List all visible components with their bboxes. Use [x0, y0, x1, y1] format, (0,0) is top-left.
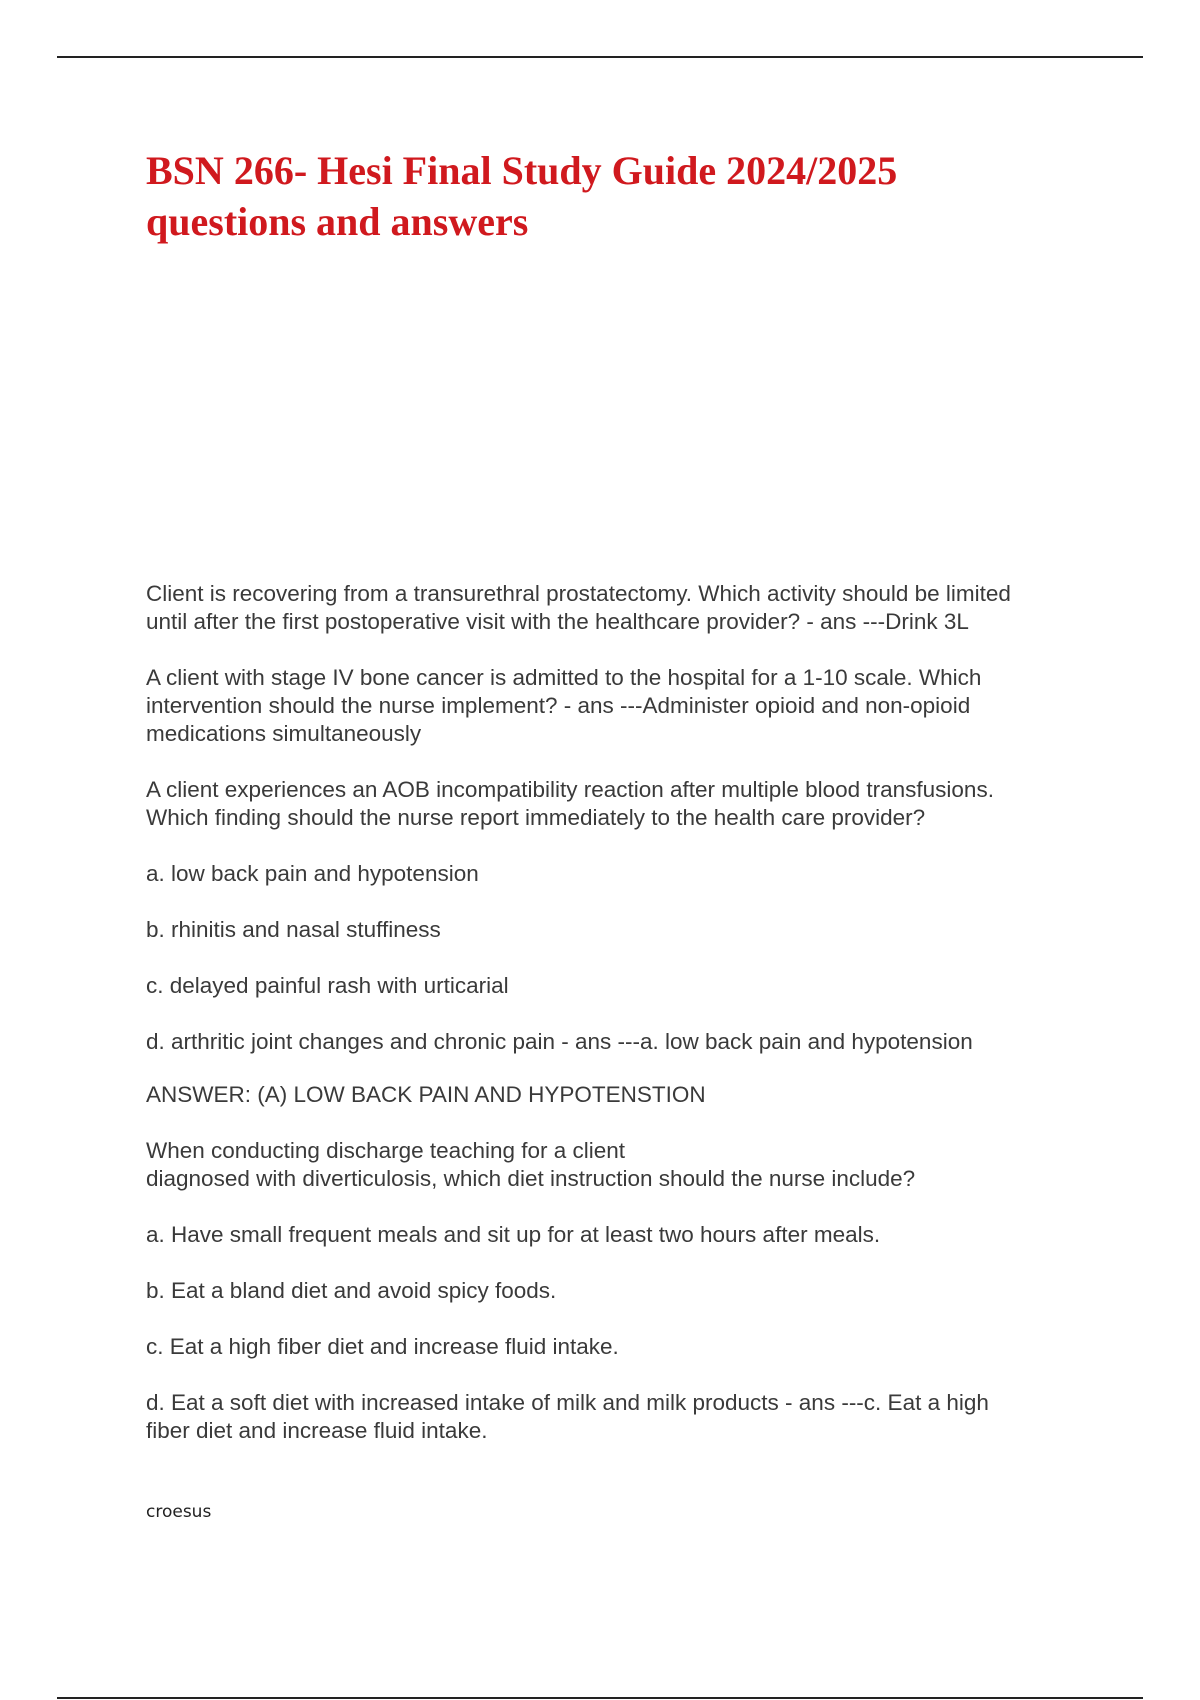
- question-2: A client with stage IV bone cancer is admitted to the hospital for a 1-10 scale. Which intervention should the nurse implement? - ans ---Administer opioid and non-opioid medications simultaneously: [146, 665, 982, 746]
- title-line: BSN 266- Hesi Final Study Guide 2024/2025: [146, 148, 898, 193]
- option-a: a. Have small frequent meals and sit up for at least two hours after meals.: [146, 1222, 881, 1247]
- title-line: questions and answers: [146, 199, 529, 244]
- footer-watermark: croesus: [146, 1502, 212, 1522]
- top-rule: [57, 56, 1143, 58]
- question-1: Client is recovering from a transurethral prostatectomy. Which activity should be limited until after the first postoperative visit with the healthcare provider? - ans ---Drink 3L: [146, 581, 1011, 634]
- option-b: b. rhinitis and nasal stuffiness: [146, 917, 441, 942]
- option-d: d. arthritic joint changes and chronic pain - ans ---a. low back pain and hypotension: [146, 1029, 973, 1054]
- option-b: b. Eat a bland diet and avoid spicy foods.: [146, 1278, 557, 1303]
- answer-line: ANSWER: (A) LOW BACK PAIN AND HYPOTENSTION: [146, 1082, 706, 1107]
- option-c: c. delayed painful rash with urticarial: [146, 973, 509, 998]
- option-d: d. Eat a soft diet with increased intake of milk and milk products - ans ---c. Eat a high fiber diet and increase fluid intake.: [146, 1390, 989, 1443]
- document-title: [146, 145, 1106, 247]
- question-3: A client experiences an AOB incompatibility reaction after multiple blood transfusions. Which finding should the nurse report immediately to the health care provider?: [146, 777, 994, 830]
- question-4: When conducting discharge teaching for a client diagnosed with diverticulosis, which diet instruction should the nurse include?: [146, 1138, 916, 1191]
- document-body: [146, 580, 1146, 1445]
- option-a: a. low back pain and hypotension: [146, 861, 479, 886]
- bottom-rule: [57, 1697, 1143, 1699]
- option-c: c. Eat a high fiber diet and increase fluid intake.: [146, 1334, 619, 1359]
